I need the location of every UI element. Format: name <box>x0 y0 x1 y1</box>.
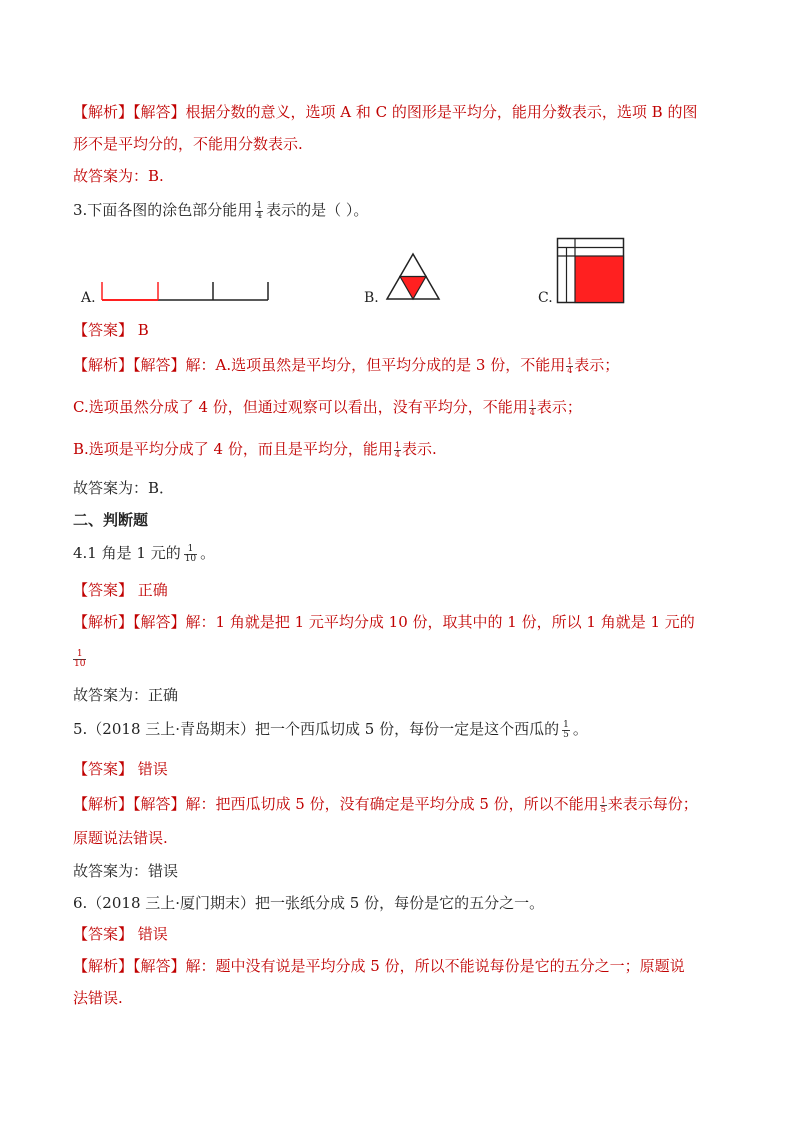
q4-answer-tag: 【答案】 <box>73 581 134 599</box>
q5-answer-line <box>73 759 168 779</box>
q3-answer: B <box>137 321 149 339</box>
q5-analysis-frac-den: 5 <box>600 804 606 814</box>
q5-analysis <box>73 794 698 814</box>
q6-question: 6.（2018 三上·厦门期末）把一张纸分成 5 份，每份是它的五分之一。 <box>73 894 545 912</box>
q3-analysis-a-post: 表示； <box>574 356 620 374</box>
q3-analysis-c-pre: C.选项虽然分成了 4 份，但通过观察可以看出，没有平均分，不能用 <box>73 398 528 416</box>
q4-analysis-fraction-line <box>73 648 89 669</box>
q4-answer-line <box>73 580 168 600</box>
q5-question <box>73 719 588 740</box>
q5-analysis-frac-num: 1 <box>600 795 606 805</box>
q3-analysis-a-frac-num: 1 <box>567 356 573 366</box>
q3-frac-num: 1 <box>256 200 263 211</box>
q3-question <box>73 200 368 221</box>
q3-analysis-a-frac-den: 4 <box>567 365 573 375</box>
q6-analysis-tag: 【解析】【解答】 <box>73 957 186 975</box>
option-a-label: A. <box>81 290 96 306</box>
option-b-triangle-figure <box>386 252 442 302</box>
q3-analysis-c-post: 表示； <box>536 398 582 416</box>
q4-conclusion: 故答案为：正确 <box>73 686 179 704</box>
q3-analysis-c-frac-den: 4 <box>529 407 535 417</box>
q5-analysis-pre: 解：把西瓜切成 5 份，没有确定是平均分成 5 份，所以不能用 <box>185 795 599 813</box>
q6-analysis <box>73 956 685 976</box>
q3-fraction <box>255 202 263 221</box>
triangle-shaded-center <box>400 277 426 300</box>
q3-analysis-a-fraction <box>566 358 573 375</box>
q3-analysis-b <box>73 439 437 459</box>
q6-analysis-line2: 法错误. <box>73 989 123 1007</box>
q3-analysis-a-pre: 解：A.选项虽然是平均分，但平均分成的是 3 份，不能用 <box>185 356 566 374</box>
q3-analysis-b-post: 表示. <box>401 440 437 458</box>
q6-answer-line <box>73 924 168 944</box>
q6-answer-tag: 【答案】 <box>73 925 134 943</box>
q4-frac-num: 1 <box>184 545 197 555</box>
q4-question-pre: 4.1 角是 1 元的 <box>73 544 181 562</box>
q5-question-pre: 5.（2018 三上·青岛期末）把一个西瓜切成 5 份，每份一定是这个西瓜的 <box>73 720 560 738</box>
q4-frac-den: 10 <box>184 553 197 564</box>
q6-analysis-text: 解：题中没有说是平均分成 5 份，所以不能说每份是它的五分之一；原题说 <box>185 957 685 975</box>
q3-analysis-a <box>73 355 619 375</box>
q3-conclusion: 故答案为：B． <box>73 479 175 497</box>
section-title-judgement: 二、判断题 <box>73 511 149 529</box>
q3-analysis-b-frac-den: 4 <box>394 449 400 459</box>
q3-analysis-c <box>73 397 582 417</box>
option-c-label: C. <box>538 290 553 306</box>
q2-analysis-line1: 【解析】【解答】根据分数的意义，选项 A 和 C 的图形是平均分，能用分数表示，选项 B 的图 <box>73 103 698 121</box>
q3-question-post: 表示的是（ ）。 <box>266 201 369 219</box>
q4-answer: 正确 <box>137 581 168 599</box>
q3-question-pre: 3.下面各图的涂色部分能用 <box>73 201 253 219</box>
q5-analysis-line2: 原题说法错误. <box>73 829 168 847</box>
q5-analysis-post: 来表示每份； <box>607 795 698 813</box>
q4-analysis-frac-num: 1 <box>73 650 86 660</box>
q4-fraction <box>184 545 197 564</box>
q4-analysis-fraction <box>73 650 86 669</box>
q3-analysis-b-pre: B.选项是平均分成了 4 份，而且是平均分，能用 <box>73 440 393 458</box>
q4-analysis-frac-den: 10 <box>74 658 86 669</box>
q4-analysis-tag: 【解析】【解答】 <box>73 613 186 631</box>
q4-question <box>73 543 215 564</box>
q3-frac-den: 4 <box>256 210 263 221</box>
q5-answer: 错误 <box>137 760 168 778</box>
q3-analysis-c-frac-num: 1 <box>529 398 535 408</box>
square-shaded <box>575 256 624 303</box>
q5-frac-den: 5 <box>563 729 569 740</box>
q5-fraction <box>562 721 570 740</box>
q4-analysis-text: 解：1 角就是把 1 元平均分成 10 份，取其中的 1 份，所以 1 角就是 1 元的 <box>185 613 695 631</box>
q3-analysis-b-frac-num: 1 <box>394 440 400 450</box>
option-a-segment-figure <box>102 282 272 302</box>
q5-question-post: 。 <box>572 720 588 738</box>
q4-analysis <box>73 612 695 632</box>
q2-conclusion: 故答案为：B. <box>73 167 164 185</box>
q5-frac-num: 1 <box>563 719 569 730</box>
q5-answer-tag: 【答案】 <box>73 760 134 778</box>
q4-question-post: 。 <box>200 544 216 562</box>
q3-answer-tag: 【答案】 <box>73 321 134 339</box>
q6-answer: 错误 <box>137 925 168 943</box>
q5-conclusion: 故答案为：错误 <box>73 862 179 880</box>
q5-analysis-tag: 【解析】【解答】 <box>73 795 186 813</box>
q3-analysis-tag: 【解析】【解答】 <box>73 356 186 374</box>
q3-answer-line <box>73 320 149 340</box>
option-b-label: B. <box>364 290 379 306</box>
q3-analysis-b-fraction <box>394 442 401 459</box>
q3-analysis-c-fraction <box>529 400 536 417</box>
option-c-square-figure <box>557 238 625 304</box>
q2-analysis-line2: 形不是平均分的，不能用分数表示. <box>73 135 303 153</box>
q5-analysis-fraction <box>600 797 607 814</box>
